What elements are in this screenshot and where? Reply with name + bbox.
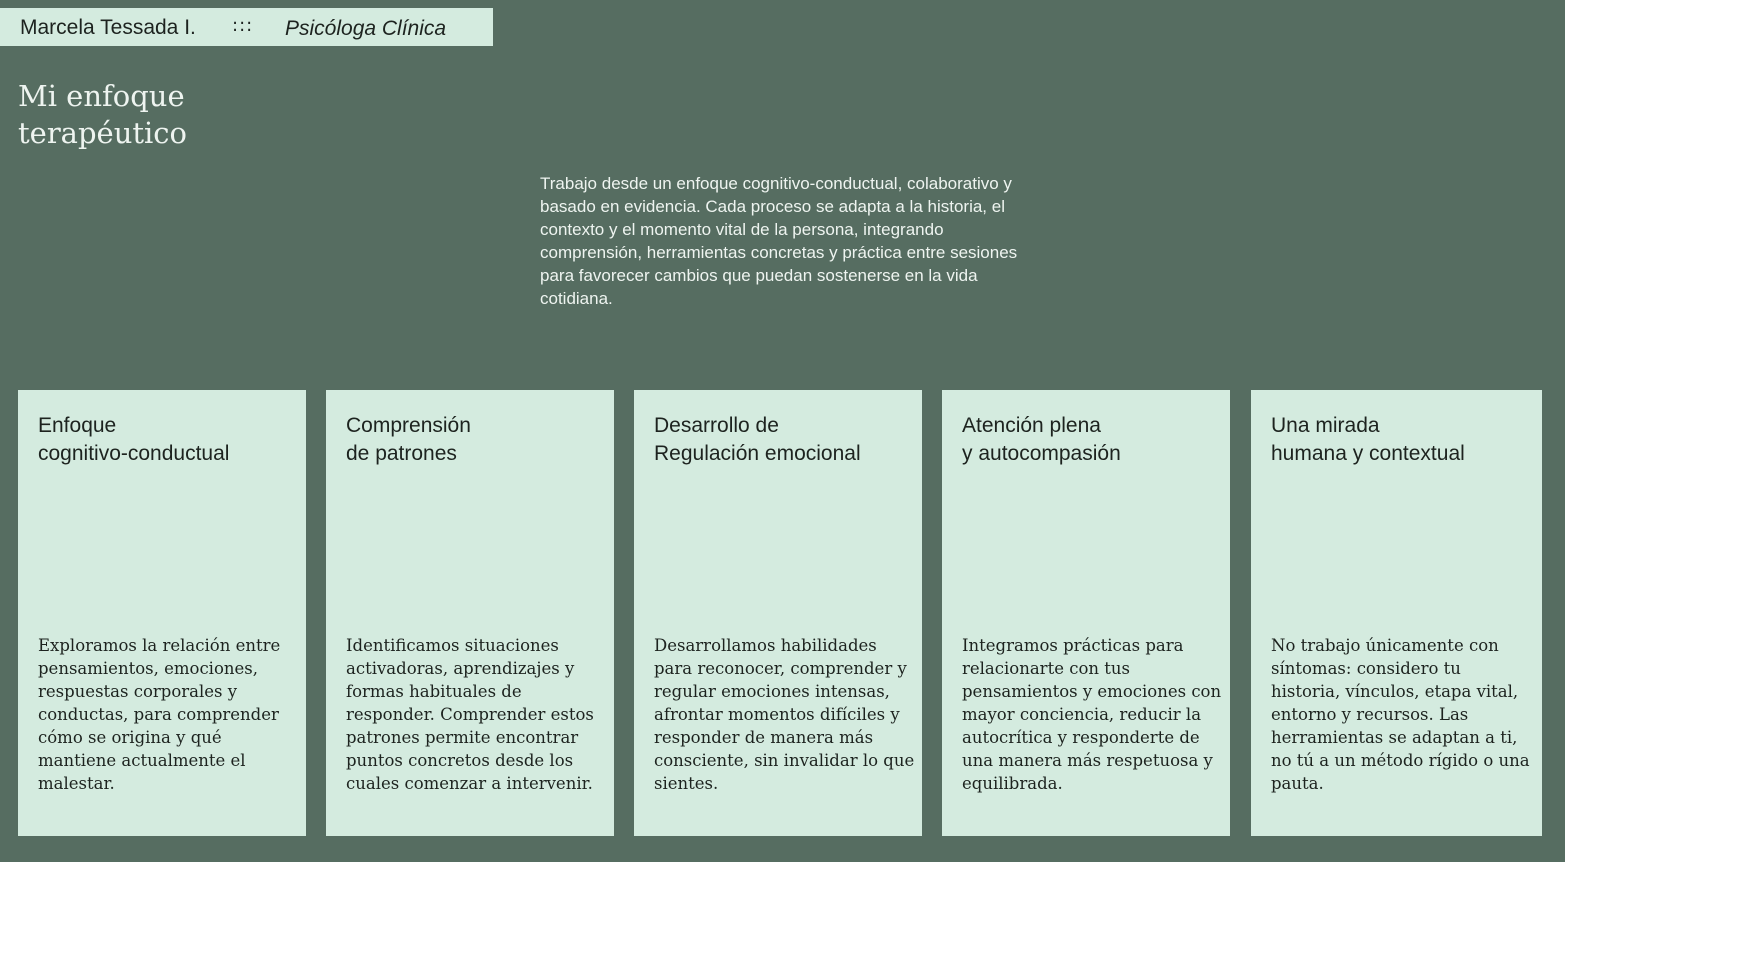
card-body: Exploramos la relación entre pensamientos, emociones, respuestas corporales y conductas, para comprender cómo se origina y qué mantiene actualmente el malestar. — [38, 636, 281, 793]
card-body: Desarrollamos habilidades para reconocer, comprender y regular emociones intensas, afrontar momentos difíciles y responder de manera más consciente, sin invalidar lo que sientes. — [654, 636, 915, 793]
card-title: Atención plena y autocompasión — [962, 414, 1121, 465]
card-patterns — [326, 390, 614, 836]
card-body: No trabajo únicamente con síntomas: considero tu historia, vínculos, etapa vital, entorno y recursos. Las herramientas se adaptan a ti, no tú a un método rígido o una pauta. — [1271, 636, 1530, 793]
card-cognitive-behavioral — [18, 390, 306, 836]
card-title: Desarrollo de Regulación emocional — [654, 414, 861, 465]
separator-dots: ::: — [232, 15, 254, 36]
card-title: Una mirada humana y contextual — [1271, 414, 1465, 465]
card-body: Identificamos situaciones activadoras, aprendizajes y formas habituales de responder. Comprender estos patrones permite encontrar puntos concretos desde los cuales comenzar a intervenir. — [346, 636, 594, 793]
therapist-role: Psicóloga Clínica — [285, 17, 447, 40]
intro-paragraph: Trabajo desde un enfoque cognitivo-conductual, colaborativo y basado en evidencia. Cada proceso se adapta a la historia, el contexto y el momento vital de la persona, integrando comprensión, herramientas concretas y práctica entre sesiones para favorecer cambios que puedan sostenerse en la vida cotidiana. — [540, 174, 1018, 308]
therapist-name: Marcela Tessada I. — [20, 16, 196, 39]
card-mindfulness — [942, 390, 1230, 836]
card-contextual — [1251, 390, 1542, 836]
card-title: Enfoque cognitivo-conductual — [38, 414, 230, 465]
section-title: Mi enfoque terapéutico — [18, 79, 188, 150]
card-body: Integramos prácticas para relacionarte con tus pensamientos y emociones con mayor conciencia, reducir la autocrítica y responderte de una manera más respetuosa y equilibrada. — [962, 636, 1222, 793]
card-emotional-regulation — [634, 390, 922, 836]
name-header — [0, 8, 493, 46]
card-title: Comprensión de patrones — [346, 414, 471, 465]
